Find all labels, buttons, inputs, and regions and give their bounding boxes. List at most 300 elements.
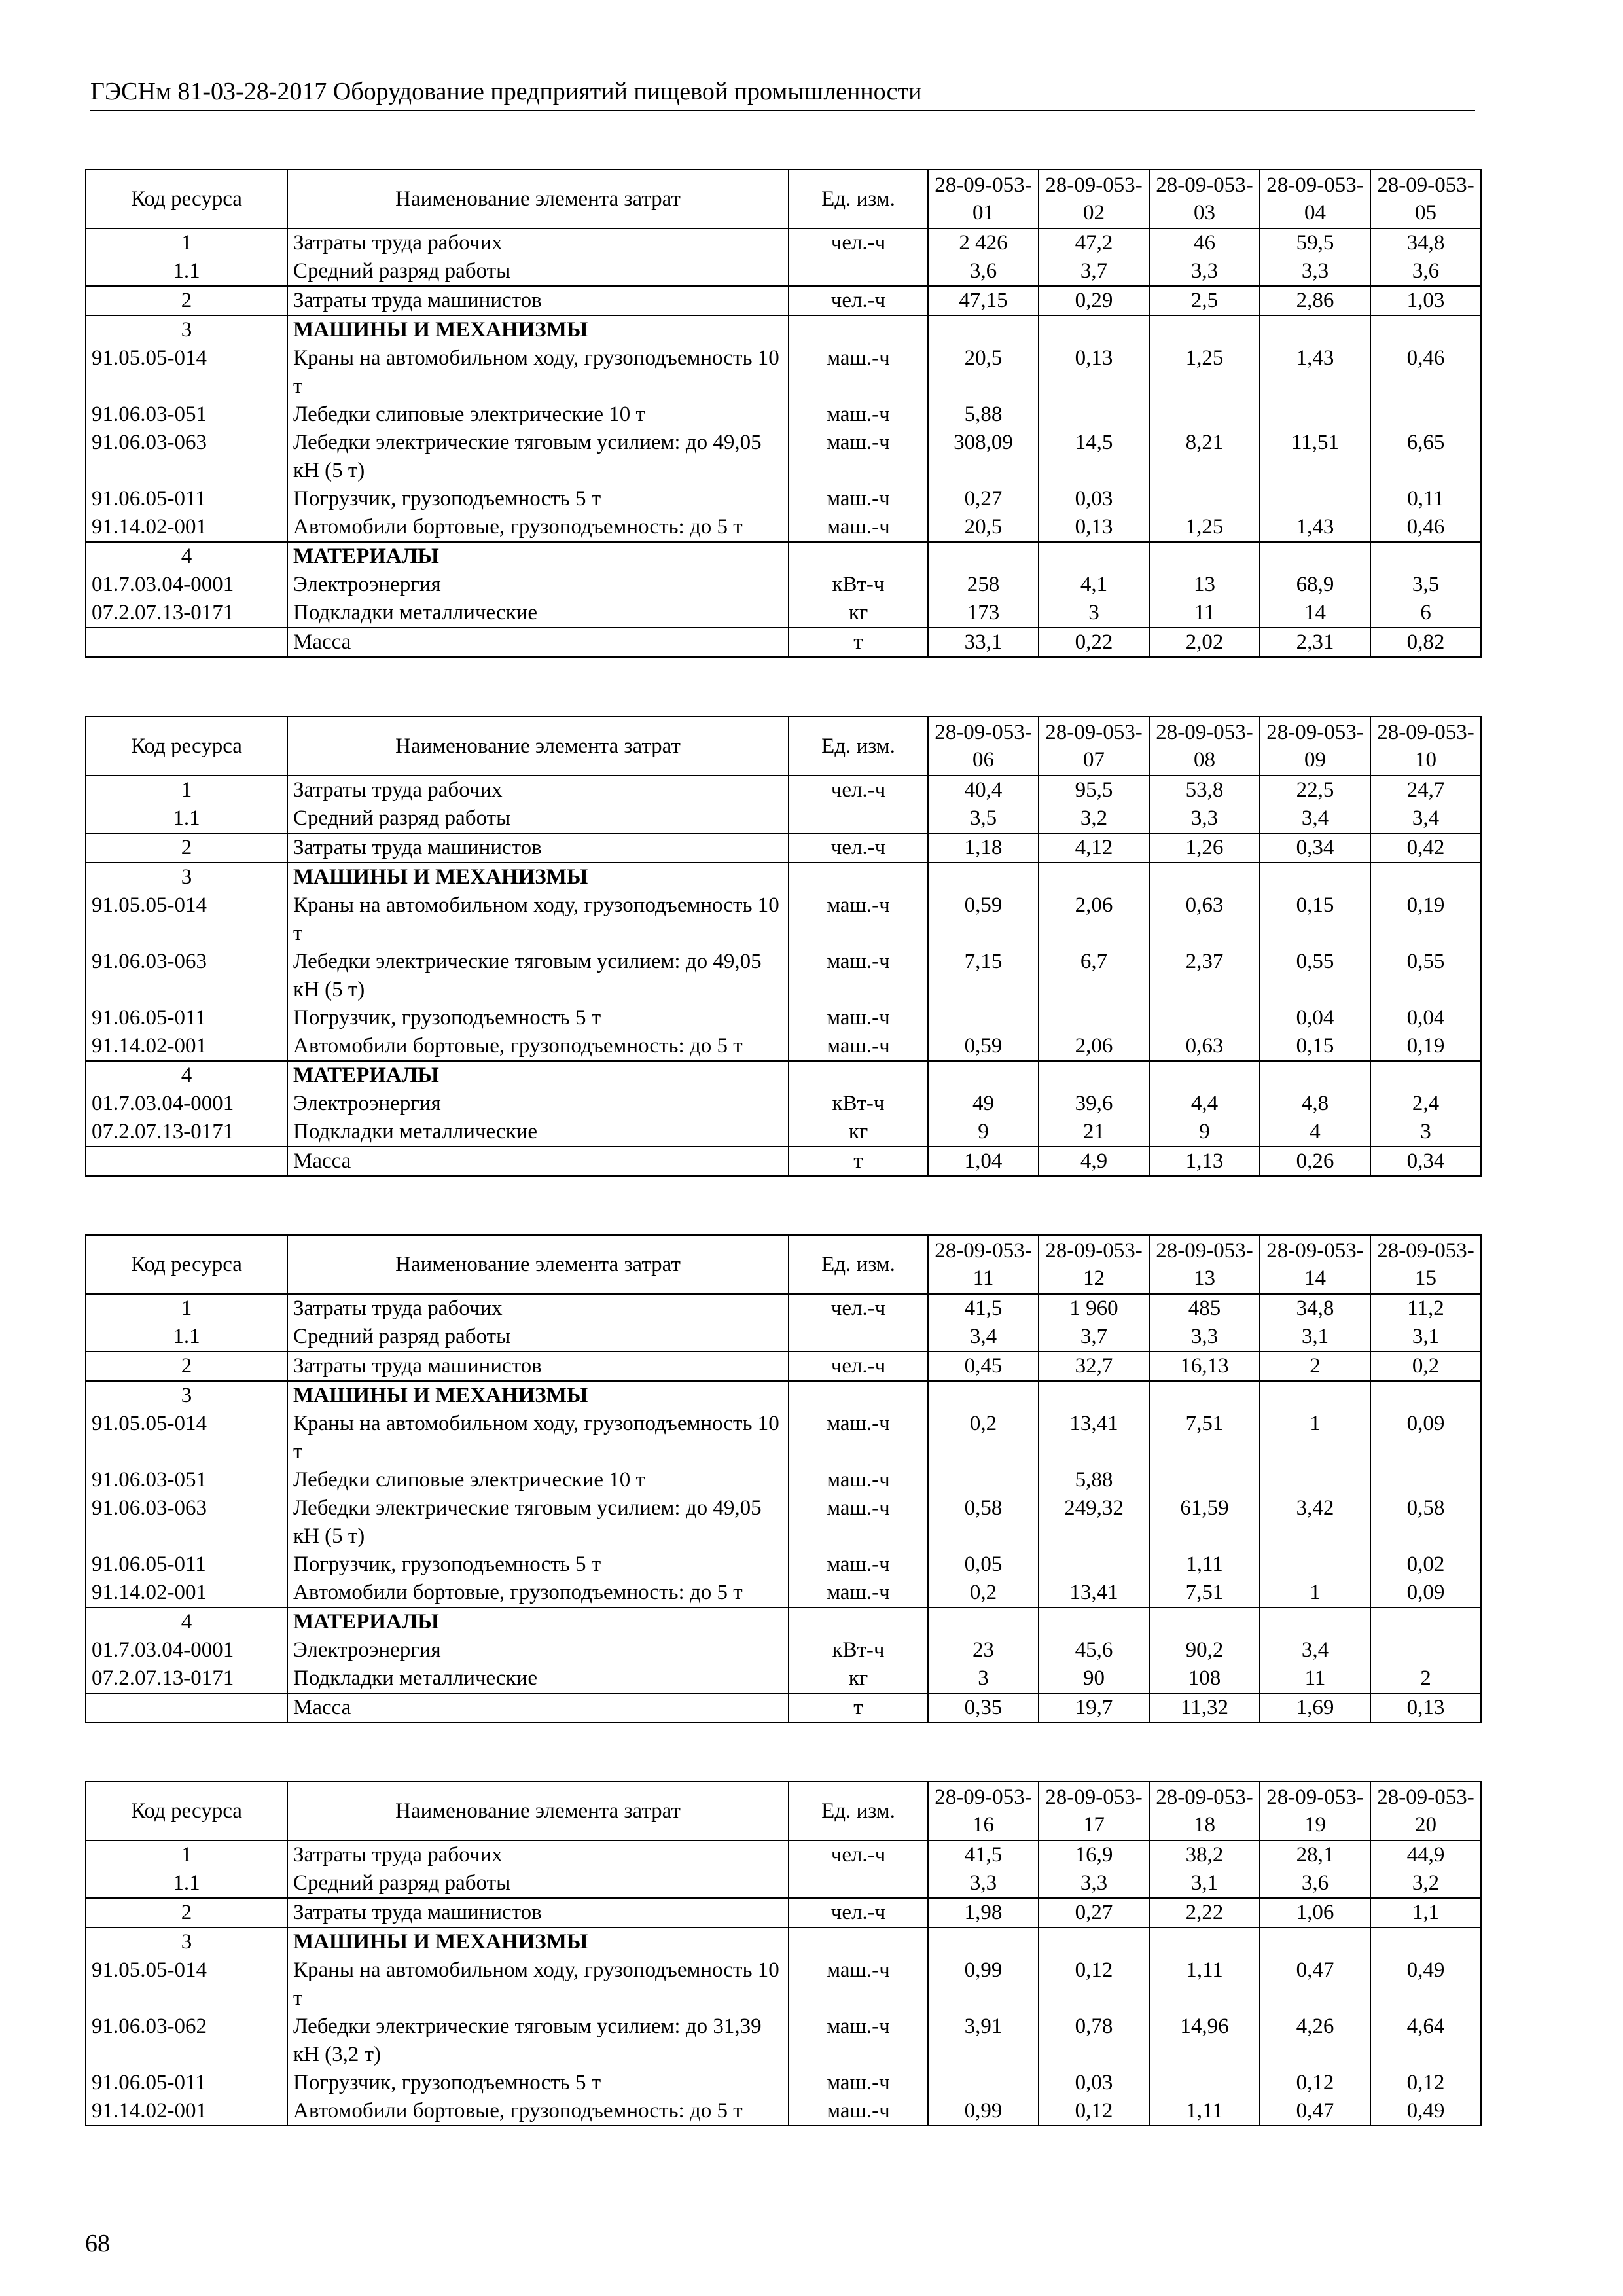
- cell-code: 01.7.03.04-0001: [86, 571, 287, 599]
- cell-value: 4,4: [1149, 1090, 1260, 1118]
- cell-value: 34,8: [1260, 1294, 1370, 1323]
- cell-value: 0,12: [1260, 2069, 1370, 2097]
- cell-value: 3,4: [928, 1323, 1039, 1352]
- cell-value: 7,51: [1149, 1579, 1260, 1607]
- header-rate-code: 28-09-053-05: [1370, 170, 1481, 228]
- cell-value: 7,15: [928, 948, 1039, 1004]
- cell-value: 0,15: [1260, 891, 1370, 948]
- cell-name: Краны на автомобильном ходу, грузоподъемность 10 т: [287, 1410, 789, 1466]
- header-unit: Ед. изм.: [789, 1235, 928, 1294]
- cell-value: [1039, 1004, 1149, 1032]
- cell-value: 0,15: [1260, 1032, 1370, 1061]
- cell-name: Затраты труда машинистов: [287, 1898, 789, 1928]
- cell-name: Погрузчик, грузоподъемность 5 т: [287, 1551, 789, 1579]
- cell-value: [1260, 1466, 1370, 1494]
- cell-code: 91.05.05-014: [86, 344, 287, 401]
- cell-value: [1370, 1636, 1481, 1664]
- cell-value: 3,6: [1370, 257, 1481, 286]
- cell-value: 3,1: [1149, 1869, 1260, 1898]
- cell-value: 16,9: [1039, 1840, 1149, 1869]
- cell-name: Затраты труда машинистов: [287, 286, 789, 315]
- cell-value: 2,4: [1370, 1090, 1481, 1118]
- cell-value: 6: [1370, 599, 1481, 628]
- cell-value: 2: [1260, 1352, 1370, 1381]
- cell-code: 91.06.05-011: [86, 1004, 287, 1032]
- header-rate-code: 28-09-053-02: [1039, 170, 1149, 228]
- table-row: [86, 1956, 1481, 2013]
- cell-name: Затраты труда машинистов: [287, 1352, 789, 1381]
- table-row: [86, 599, 1481, 628]
- cell-value: 2,06: [1039, 891, 1149, 948]
- cell-value: 5,88: [928, 401, 1039, 429]
- cell-code: 1: [86, 228, 287, 257]
- cell-value: 0,58: [1370, 1494, 1481, 1551]
- cell-unit: кг: [789, 1664, 928, 1693]
- cell-unit: [789, 1061, 928, 1090]
- table-row: [86, 2069, 1481, 2097]
- cell-unit: чел.-ч: [789, 833, 928, 863]
- cell-value: 0,12: [1039, 1956, 1149, 2013]
- cell-unit: маш.-ч: [789, 1579, 928, 1607]
- cell-value: 0,59: [928, 891, 1039, 948]
- header-rate-code: 28-09-053-20: [1370, 1782, 1481, 1840]
- resource-table: [85, 1781, 1482, 2126]
- cell-name: Затраты труда рабочих: [287, 1294, 789, 1323]
- header-name: Наименование элемента затрат: [287, 717, 789, 776]
- cell-name: Затраты труда рабочих: [287, 776, 789, 804]
- cell-name: Средний разряд работы: [287, 804, 789, 833]
- cell-unit: [789, 1381, 928, 1410]
- cell-value: 40,4: [928, 776, 1039, 804]
- cell-value: [1260, 1381, 1370, 1410]
- table-row: [86, 1352, 1481, 1381]
- cell-code: 1: [86, 1840, 287, 1869]
- header-rate-code: 28-09-053-10: [1370, 717, 1481, 776]
- cell-value: 4: [1260, 1118, 1370, 1147]
- table-row: [86, 1494, 1481, 1551]
- cell-value: 3,42: [1260, 1494, 1370, 1551]
- cell-code: [86, 1693, 287, 1723]
- cell-value: 0,11: [1370, 485, 1481, 513]
- header-rate-code: 28-09-053-01: [928, 170, 1039, 228]
- table-row: [86, 257, 1481, 286]
- cell-value: 3,4: [1260, 804, 1370, 833]
- cell-name: МАШИНЫ И МЕХАНИЗМЫ: [287, 1928, 789, 1956]
- cell-value: [1039, 1551, 1149, 1579]
- cell-value: 0,12: [1039, 2097, 1149, 2126]
- cell-code: 3: [86, 863, 287, 891]
- cell-value: 11,2: [1370, 1294, 1481, 1323]
- cell-value: 3,1: [1370, 1323, 1481, 1352]
- cell-unit: [789, 257, 928, 286]
- cell-value: 0,05: [928, 1551, 1039, 1579]
- cell-value: 22,5: [1260, 776, 1370, 804]
- cell-value: [1370, 401, 1481, 429]
- table-row: [86, 401, 1481, 429]
- cell-value: 3,7: [1039, 257, 1149, 286]
- table-row: [86, 1323, 1481, 1352]
- cell-unit: т: [789, 1147, 928, 1176]
- cell-code: 91.06.03-051: [86, 401, 287, 429]
- header-rate-code: 28-09-053-18: [1149, 1782, 1260, 1840]
- cell-unit: маш.-ч: [789, 513, 928, 542]
- cell-value: 2 426: [928, 228, 1039, 257]
- cell-unit: маш.-ч: [789, 1410, 928, 1466]
- cell-code: 07.2.07.13-0171: [86, 1664, 287, 1693]
- header-rate-code: 28-09-053-07: [1039, 717, 1149, 776]
- cell-value: 3,3: [1149, 804, 1260, 833]
- cell-value: 20,5: [928, 513, 1039, 542]
- cell-value: [928, 2069, 1039, 2097]
- cell-value: [1149, 1466, 1260, 1494]
- cell-code: 2: [86, 1352, 287, 1381]
- cell-unit: маш.-ч: [789, 485, 928, 513]
- cell-value: 3: [1039, 599, 1149, 628]
- table-row: [86, 833, 1481, 863]
- cell-value: [1149, 2069, 1260, 2097]
- cell-value: 3,2: [1370, 1869, 1481, 1898]
- cell-unit: [789, 542, 928, 571]
- cell-value: [1149, 1381, 1260, 1410]
- cell-name: Лебедки электрические тяговым усилием: до 31,39 кН (3,2 т): [287, 2013, 789, 2069]
- cell-value: 11: [1149, 599, 1260, 628]
- cell-name: Погрузчик, грузоподъемность 5 т: [287, 1004, 789, 1032]
- cell-value: [1039, 542, 1149, 571]
- cell-unit: маш.-ч: [789, 1032, 928, 1061]
- cell-value: 1: [1260, 1579, 1370, 1607]
- cell-value: [1370, 1607, 1481, 1636]
- cell-code: 4: [86, 542, 287, 571]
- table-row: [86, 628, 1481, 657]
- cell-name: Подкладки металлические: [287, 1118, 789, 1147]
- header-rate-code: 28-09-053-12: [1039, 1235, 1149, 1294]
- cell-value: [1149, 315, 1260, 344]
- cell-name: Лебедки электрические тяговым усилием: до 49,05 кН (5 т): [287, 1494, 789, 1551]
- cell-name: МАШИНЫ И МЕХАНИЗМЫ: [287, 863, 789, 891]
- cell-value: 0,47: [1260, 2097, 1370, 2126]
- cell-name: МАШИНЫ И МЕХАНИЗМЫ: [287, 1381, 789, 1410]
- cell-value: 45,6: [1039, 1636, 1149, 1664]
- table-row: [86, 1898, 1481, 1928]
- cell-value: 1,69: [1260, 1693, 1370, 1723]
- cell-unit: кВт-ч: [789, 1636, 928, 1664]
- cell-value: 3,91: [928, 2013, 1039, 2069]
- cell-value: 1,25: [1149, 344, 1260, 401]
- cell-value: 90,2: [1149, 1636, 1260, 1664]
- cell-value: 0,19: [1370, 1032, 1481, 1061]
- cell-value: 46: [1149, 228, 1260, 257]
- cell-value: 61,59: [1149, 1494, 1260, 1551]
- cell-unit: [789, 1323, 928, 1352]
- table-row: [86, 2097, 1481, 2126]
- table-row: [86, 2013, 1481, 2069]
- cell-unit: чел.-ч: [789, 776, 928, 804]
- cell-code: [86, 1147, 287, 1176]
- header-unit: Ед. изм.: [789, 1782, 928, 1840]
- cell-code: 3: [86, 315, 287, 344]
- cell-value: 9: [928, 1118, 1039, 1147]
- cell-value: 47,2: [1039, 228, 1149, 257]
- cell-value: 13,41: [1039, 1579, 1149, 1607]
- cell-value: 8,21: [1149, 429, 1260, 485]
- cell-value: 0,42: [1370, 833, 1481, 863]
- cell-value: 3,2: [1039, 804, 1149, 833]
- header-code: Код ресурса: [86, 717, 287, 776]
- cell-name: Краны на автомобильном ходу, грузоподъемность 10 т: [287, 344, 789, 401]
- cell-value: 0,78: [1039, 2013, 1149, 2069]
- table-header-row: [86, 1782, 1481, 1840]
- cell-name: Затраты труда рабочих: [287, 228, 789, 257]
- cell-value: [1149, 1928, 1260, 1956]
- cell-value: [1039, 1381, 1149, 1410]
- cell-value: 0,02: [1370, 1551, 1481, 1579]
- cell-name: Масса: [287, 1147, 789, 1176]
- header-name: Наименование элемента затрат: [287, 1235, 789, 1294]
- cell-value: 16,13: [1149, 1352, 1260, 1381]
- cell-value: 47,15: [928, 286, 1039, 315]
- table-row: [86, 863, 1481, 891]
- cell-value: [1039, 1928, 1149, 1956]
- table-row: [86, 1294, 1481, 1323]
- header-code: Код ресурса: [86, 170, 287, 228]
- cell-value: 3,3: [1039, 1869, 1149, 1898]
- cell-value: 53,8: [1149, 776, 1260, 804]
- cell-name: Затраты труда машинистов: [287, 833, 789, 863]
- cell-code: 91.06.03-062: [86, 2013, 287, 2069]
- cell-value: 0,29: [1039, 286, 1149, 315]
- cell-name: Автомобили бортовые, грузоподъемность: до 5 т: [287, 1579, 789, 1607]
- cell-unit: маш.-ч: [789, 2097, 928, 2126]
- cell-value: [1370, 1466, 1481, 1494]
- cell-unit: маш.-ч: [789, 344, 928, 401]
- cell-value: 3,4: [1370, 804, 1481, 833]
- table-row: [86, 542, 1481, 571]
- cell-name: Краны на автомобильном ходу, грузоподъемность 10 т: [287, 891, 789, 948]
- table-row: [86, 485, 1481, 513]
- cell-value: 0,49: [1370, 2097, 1481, 2126]
- cell-value: 1 960: [1039, 1294, 1149, 1323]
- cell-value: 0,63: [1149, 1032, 1260, 1061]
- cell-value: 41,5: [928, 1840, 1039, 1869]
- cell-value: 1,11: [1149, 1551, 1260, 1579]
- cell-value: 0,34: [1370, 1147, 1481, 1176]
- table-row: [86, 1840, 1481, 1869]
- cell-value: 1,04: [928, 1147, 1039, 1176]
- cell-value: [1260, 863, 1370, 891]
- cell-name: Лебедки электрические тяговым усилием: до 49,05 кН (5 т): [287, 948, 789, 1004]
- cell-value: 32,7: [1039, 1352, 1149, 1381]
- cell-unit: [789, 315, 928, 344]
- cell-value: 0,26: [1260, 1147, 1370, 1176]
- cell-value: [928, 1381, 1039, 1410]
- cell-value: [928, 1928, 1039, 1956]
- cell-code: 91.14.02-001: [86, 513, 287, 542]
- cell-value: 23: [928, 1636, 1039, 1664]
- table-row: [86, 891, 1481, 948]
- cell-value: 0,03: [1039, 485, 1149, 513]
- cell-value: 0,63: [1149, 891, 1260, 948]
- table-row: [86, 1090, 1481, 1118]
- cell-code: 2: [86, 286, 287, 315]
- cell-value: 0,45: [928, 1352, 1039, 1381]
- cell-value: 3: [1370, 1118, 1481, 1147]
- cell-unit: чел.-ч: [789, 1294, 928, 1323]
- cell-name: Подкладки металлические: [287, 599, 789, 628]
- cell-name: Автомобили бортовые, грузоподъемность: до 5 т: [287, 2097, 789, 2126]
- cell-unit: чел.-ч: [789, 1898, 928, 1928]
- cell-value: 3,7: [1039, 1323, 1149, 1352]
- cell-value: 0,03: [1039, 2069, 1149, 2097]
- cell-value: 6,65: [1370, 429, 1481, 485]
- cell-code: 91.06.03-051: [86, 1466, 287, 1494]
- table-row: [86, 1693, 1481, 1723]
- cell-code: 4: [86, 1061, 287, 1090]
- cell-unit: [789, 1607, 928, 1636]
- cell-value: 38,2: [1149, 1840, 1260, 1869]
- cell-name: Подкладки металлические: [287, 1664, 789, 1693]
- table-row: [86, 344, 1481, 401]
- cell-value: [1039, 1607, 1149, 1636]
- cell-name: Электроэнергия: [287, 571, 789, 599]
- cell-value: 0,04: [1370, 1004, 1481, 1032]
- table-header-row: [86, 170, 1481, 228]
- header-rate-code: 28-09-053-13: [1149, 1235, 1260, 1294]
- table-row: [86, 1869, 1481, 1898]
- cell-code: 4: [86, 1607, 287, 1636]
- resource-table: [85, 1234, 1482, 1723]
- cell-value: 34,8: [1370, 228, 1481, 257]
- cell-value: 4,26: [1260, 2013, 1370, 2069]
- cell-code: [86, 628, 287, 657]
- cell-value: 1,43: [1260, 513, 1370, 542]
- header-rate-code: 28-09-053-03: [1149, 170, 1260, 228]
- cell-value: 2,22: [1149, 1898, 1260, 1928]
- cell-value: 0,58: [928, 1494, 1039, 1551]
- cell-unit: [789, 1928, 928, 1956]
- cell-value: 90: [1039, 1664, 1149, 1693]
- cell-value: 173: [928, 599, 1039, 628]
- cell-value: 3,6: [1260, 1869, 1370, 1898]
- cell-value: 2,31: [1260, 628, 1370, 657]
- table-row: [86, 1636, 1481, 1664]
- cell-unit: кВт-ч: [789, 571, 928, 599]
- table-row: [86, 1061, 1481, 1090]
- cell-value: 41,5: [928, 1294, 1039, 1323]
- cell-value: 6,7: [1039, 948, 1149, 1004]
- table-row: [86, 1579, 1481, 1607]
- cell-unit: маш.-ч: [789, 429, 928, 485]
- header-name: Наименование элемента затрат: [287, 170, 789, 228]
- cell-value: 2,02: [1149, 628, 1260, 657]
- cell-name: Лебедки слиповые электрические 10 т: [287, 401, 789, 429]
- cell-value: [928, 1466, 1039, 1494]
- cell-value: 14,5: [1039, 429, 1149, 485]
- page-header: ГЭСНм 81-03-28-2017 Оборудование предприятий пищевой промышленности: [90, 77, 1475, 111]
- header-rate-code: 28-09-053-04: [1260, 170, 1370, 228]
- table-row: [86, 1466, 1481, 1494]
- cell-value: [1370, 315, 1481, 344]
- cell-value: 3,5: [928, 804, 1039, 833]
- cell-code: 91.05.05-014: [86, 1410, 287, 1466]
- cell-code: 07.2.07.13-0171: [86, 599, 287, 628]
- cell-name: Электроэнергия: [287, 1636, 789, 1664]
- cell-unit: чел.-ч: [789, 1840, 928, 1869]
- cell-value: 95,5: [1039, 776, 1149, 804]
- table-row: [86, 1118, 1481, 1147]
- cell-code: 91.14.02-001: [86, 2097, 287, 2126]
- cell-value: 0,46: [1370, 513, 1481, 542]
- cell-unit: маш.-ч: [789, 1956, 928, 2013]
- cell-value: 4,9: [1039, 1147, 1149, 1176]
- cell-value: 3,1: [1260, 1323, 1370, 1352]
- cell-value: 0,55: [1370, 948, 1481, 1004]
- cell-code: 1: [86, 1294, 287, 1323]
- cell-value: 3,3: [1149, 1323, 1260, 1352]
- cell-code: 91.06.05-011: [86, 485, 287, 513]
- table-row: [86, 1032, 1481, 1061]
- cell-unit: чел.-ч: [789, 1352, 928, 1381]
- cell-value: [1370, 863, 1481, 891]
- cell-name: Средний разряд работы: [287, 1323, 789, 1352]
- cell-code: 91.06.05-011: [86, 2069, 287, 2097]
- header-name: Наименование элемента затрат: [287, 1782, 789, 1840]
- cell-value: 1,1: [1370, 1898, 1481, 1928]
- cell-value: [1370, 542, 1481, 571]
- table-row: [86, 228, 1481, 257]
- cell-unit: маш.-ч: [789, 948, 928, 1004]
- cell-value: [1039, 315, 1149, 344]
- cell-value: 11,51: [1260, 429, 1370, 485]
- cell-code: 91.06.05-011: [86, 1551, 287, 1579]
- cell-value: 14: [1260, 599, 1370, 628]
- cell-code: 91.05.05-014: [86, 1956, 287, 2013]
- cell-value: 0,35: [928, 1693, 1039, 1723]
- cell-name: Масса: [287, 1693, 789, 1723]
- cell-name: Погрузчик, грузоподъемность 5 т: [287, 2069, 789, 2097]
- cell-value: [1260, 542, 1370, 571]
- cell-code: 1: [86, 776, 287, 804]
- cell-value: [928, 1607, 1039, 1636]
- cell-value: 485: [1149, 1294, 1260, 1323]
- cell-value: 19,7: [1039, 1693, 1149, 1723]
- cell-value: 0,2: [928, 1579, 1039, 1607]
- table-header-row: [86, 717, 1481, 776]
- cell-value: [1260, 1061, 1370, 1090]
- cell-value: 3,5: [1370, 571, 1481, 599]
- cell-value: 0,12: [1370, 2069, 1481, 2097]
- cell-unit: маш.-ч: [789, 891, 928, 948]
- cell-value: 308,09: [928, 429, 1039, 485]
- cell-value: 3,3: [1149, 257, 1260, 286]
- cell-value: 4,8: [1260, 1090, 1370, 1118]
- cell-value: 0,09: [1370, 1579, 1481, 1607]
- cell-value: [1149, 401, 1260, 429]
- cell-value: 0,34: [1260, 833, 1370, 863]
- cell-value: 4,64: [1370, 2013, 1481, 2069]
- cell-name: МАТЕРИАЛЫ: [287, 542, 789, 571]
- cell-value: [1149, 1061, 1260, 1090]
- cell-value: [1039, 1061, 1149, 1090]
- cell-name: Масса: [287, 628, 789, 657]
- cell-value: 1,06: [1260, 1898, 1370, 1928]
- header-unit: Ед. изм.: [789, 717, 928, 776]
- cell-value: 2,5: [1149, 286, 1260, 315]
- cell-value: 24,7: [1370, 776, 1481, 804]
- cell-value: 0,19: [1370, 891, 1481, 948]
- table-row: [86, 1607, 1481, 1636]
- cell-value: 1,03: [1370, 286, 1481, 315]
- cell-value: 20,5: [928, 344, 1039, 401]
